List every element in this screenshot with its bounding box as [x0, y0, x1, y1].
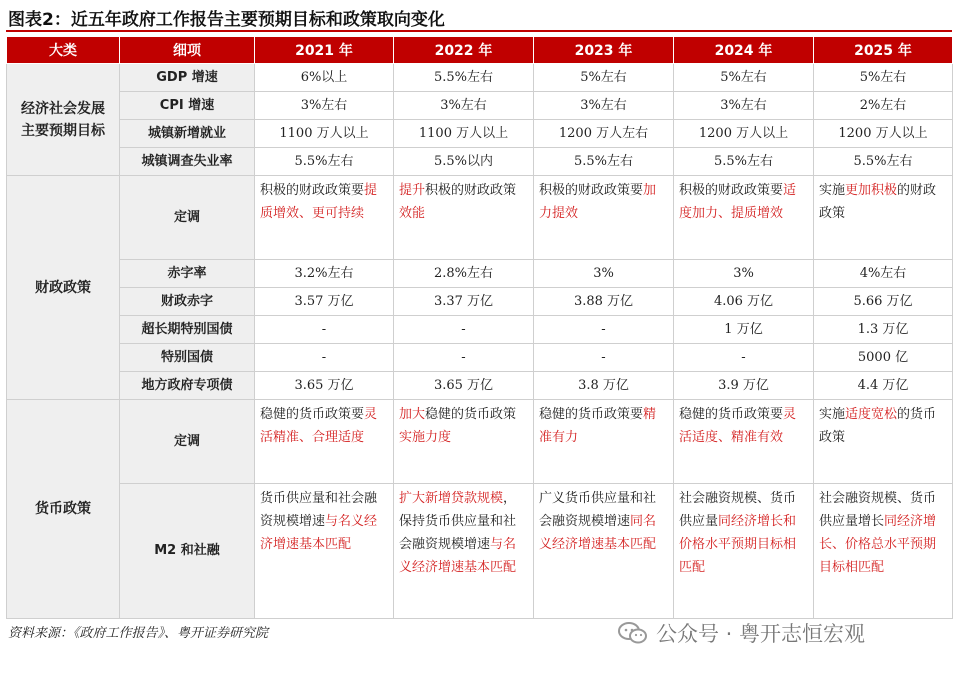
highlight-text: 精准有力 [539, 407, 657, 445]
cell-text: 稳健的货币政策要 [679, 407, 784, 422]
table-row [7, 64, 953, 92]
cell-2021: 6%以上 [255, 64, 394, 92]
category-econ: 经济社会发展主要预期目标 [7, 64, 120, 176]
cell-2024: - [674, 344, 814, 372]
cell-2023: 1200 万人左右 [534, 120, 674, 148]
highlight-text: 加力提效 [539, 183, 657, 221]
row-label: 定调 [120, 400, 255, 484]
cell-2025: 4.4 万亿 [814, 372, 953, 400]
cell-2022 [394, 400, 534, 484]
cell-2021: 3%左右 [255, 92, 394, 120]
cell-text: 积极的财政政策要 [260, 183, 365, 198]
highlight-text: 同名义经济增速基本匹配 [539, 514, 657, 552]
table-row [7, 400, 953, 484]
cell-2025 [814, 400, 953, 484]
header-2024: 2024 年 [674, 37, 814, 64]
cell-2021: 3.57 万亿 [255, 288, 394, 316]
cell-2023: 5.5%左右 [534, 148, 674, 176]
table-row [7, 148, 953, 176]
cell-text: 稳健的货币政策 [425, 407, 517, 422]
watermark-text: 公众号 · 粤开志恒宏观 [656, 622, 866, 646]
cell-text: 积极的财政政策 [425, 183, 517, 198]
highlight-text: 同经济增长、价格总水平预期目标相匹配 [819, 514, 937, 575]
highlight-text: 更加积极 [845, 183, 898, 198]
cell-2023 [534, 484, 674, 619]
cell-2021: 1100 万人以上 [255, 120, 394, 148]
row-label: 赤字率 [120, 260, 255, 288]
cell-2022: 1100 万人以上 [394, 120, 534, 148]
cell-2023: 3% [534, 260, 674, 288]
row-label: 定调 [120, 176, 255, 260]
cell-2022: 3.37 万亿 [394, 288, 534, 316]
cell-2023 [534, 176, 674, 260]
cell-2024: 1200 万人以上 [674, 120, 814, 148]
highlight-text: 扩大新增贷款规模 [399, 491, 504, 506]
cell-2024: 3%左右 [674, 92, 814, 120]
cell-2024: 1 万亿 [674, 316, 814, 344]
cell-text: 积极的财政政策要 [679, 183, 784, 198]
highlight-text: 灵活精准、合理适度 [260, 407, 378, 445]
wechat-icon [618, 621, 648, 645]
cell-text: 积极的财政政策要 [539, 183, 644, 198]
cell-2024: 3.9 万亿 [674, 372, 814, 400]
cell-2025: 5.66 万亿 [814, 288, 953, 316]
cell-2025: 4%左右 [814, 260, 953, 288]
highlight-text: 实施力度 [399, 430, 452, 445]
cell-2024: 4.06 万亿 [674, 288, 814, 316]
cell-text: 的财政政策 [819, 183, 937, 221]
table-row [7, 120, 953, 148]
cell-2025: 2%左右 [814, 92, 953, 120]
table-row [7, 260, 953, 288]
cell-2023: 3%左右 [534, 92, 674, 120]
cell-2024: 3% [674, 260, 814, 288]
cell-text: 广义货币供应量和社会融资规模增速 [539, 491, 657, 529]
cell-2025 [814, 484, 953, 619]
row-label: 城镇新增就业 [120, 120, 255, 148]
cell-2021: 5.5%左右 [255, 148, 394, 176]
cell-2025: 5.5%左右 [814, 148, 953, 176]
cell-2023: - [534, 344, 674, 372]
highlight-text: 提升 [399, 183, 426, 198]
cell-2025: 5000 亿 [814, 344, 953, 372]
cell-2025: 5%左右 [814, 64, 953, 92]
cell-2021 [255, 484, 394, 619]
cell-2021: 3.65 万亿 [255, 372, 394, 400]
cell-2023: - [534, 316, 674, 344]
cell-2021 [255, 400, 394, 484]
cell-2022 [394, 484, 534, 619]
highlight-text: 效能 [399, 206, 426, 221]
row-label: 地方政府专项债 [120, 372, 255, 400]
row-label: 超长期特别国债 [120, 316, 255, 344]
table-row [7, 316, 953, 344]
header-category: 大类 [7, 37, 120, 64]
cell-2022: 3%左右 [394, 92, 534, 120]
table-row [7, 344, 953, 372]
table-row [7, 92, 953, 120]
table-row [7, 288, 953, 316]
category-monetary: 货币政策 [7, 400, 120, 619]
row-label: 城镇调查失业率 [120, 148, 255, 176]
watermark [618, 618, 865, 648]
highlight-text: 适度加力、提质增效 [679, 183, 797, 221]
header-row [7, 37, 953, 64]
row-label: CPI 增速 [120, 92, 255, 120]
table-row [7, 484, 953, 619]
cell-2021: 3.2%左右 [255, 260, 394, 288]
cell-2025: 1.3 万亿 [814, 316, 953, 344]
highlight-text: 同经济增长和价格水平预期目标相匹配 [679, 514, 797, 575]
cell-2024: 5.5%左右 [674, 148, 814, 176]
cell-2022: - [394, 316, 534, 344]
row-label: GDP 增速 [120, 64, 255, 92]
cell-text: 稳健的货币政策要 [260, 407, 365, 422]
cell-text: 社会融资规模、货币供应量增长 [819, 491, 937, 529]
cell-text: 实施 [819, 407, 846, 422]
cell-2022: 5.5%左右 [394, 64, 534, 92]
cell-2024 [674, 400, 814, 484]
cell-2024 [674, 176, 814, 260]
source-note: 资料来源：《政府工作报告》、粤开证券研究院 [8, 626, 269, 641]
cell-text: ，保持货币供应量和社会融资规模增速 [399, 491, 517, 552]
highlight-text: 与名义经济增速基本匹配 [399, 537, 517, 575]
policy-table [6, 36, 953, 619]
cell-2022: 3.65 万亿 [394, 372, 534, 400]
cell-2021 [255, 176, 394, 260]
cell-2024: 5%左右 [674, 64, 814, 92]
cell-text: 实施 [819, 183, 846, 198]
header-item: 细项 [120, 37, 255, 64]
cell-2023: 5%左右 [534, 64, 674, 92]
highlight-text: 适度宽松 [845, 407, 898, 422]
cell-2023: 3.88 万亿 [534, 288, 674, 316]
table-row [7, 372, 953, 400]
header-2025: 2025 年 [814, 37, 953, 64]
cell-2022: - [394, 344, 534, 372]
cell-2025 [814, 176, 953, 260]
cell-2025: 1200 万人以上 [814, 120, 953, 148]
highlight-text: 与名义经济增速基本匹配 [260, 514, 378, 552]
row-label: M2 和社融 [120, 484, 255, 619]
cell-text: 社会融资规模、货币供应量 [679, 491, 797, 529]
table-title: 图表2：近五年政府工作报告主要预期目标和政策取向变化 [8, 10, 445, 30]
cell-2023: 3.8 万亿 [534, 372, 674, 400]
category-fiscal: 财政政策 [7, 176, 120, 400]
highlight-text: 提质增效、更可持续 [260, 183, 378, 221]
cell-2022 [394, 176, 534, 260]
cell-2022: 2.8%左右 [394, 260, 534, 288]
row-label: 特别国债 [120, 344, 255, 372]
row-label: 财政赤字 [120, 288, 255, 316]
table-row [7, 176, 953, 260]
cell-text: 货币供应量和社会融资规模增速 [260, 491, 378, 529]
header-2021: 2021 年 [255, 37, 394, 64]
cell-2022: 5.5%以内 [394, 148, 534, 176]
cell-text: 稳健的货币政策要 [539, 407, 644, 422]
header-2023: 2023 年 [534, 37, 674, 64]
title-divider [6, 30, 952, 32]
cell-2021: - [255, 344, 394, 372]
cell-text: 的货币政策 [819, 407, 937, 445]
highlight-text: 灵活适度、精准有效 [679, 407, 797, 445]
header-2022: 2022 年 [394, 37, 534, 64]
cell-2021: - [255, 316, 394, 344]
highlight-text: 加大 [399, 407, 426, 422]
cell-2023 [534, 400, 674, 484]
cell-2024 [674, 484, 814, 619]
